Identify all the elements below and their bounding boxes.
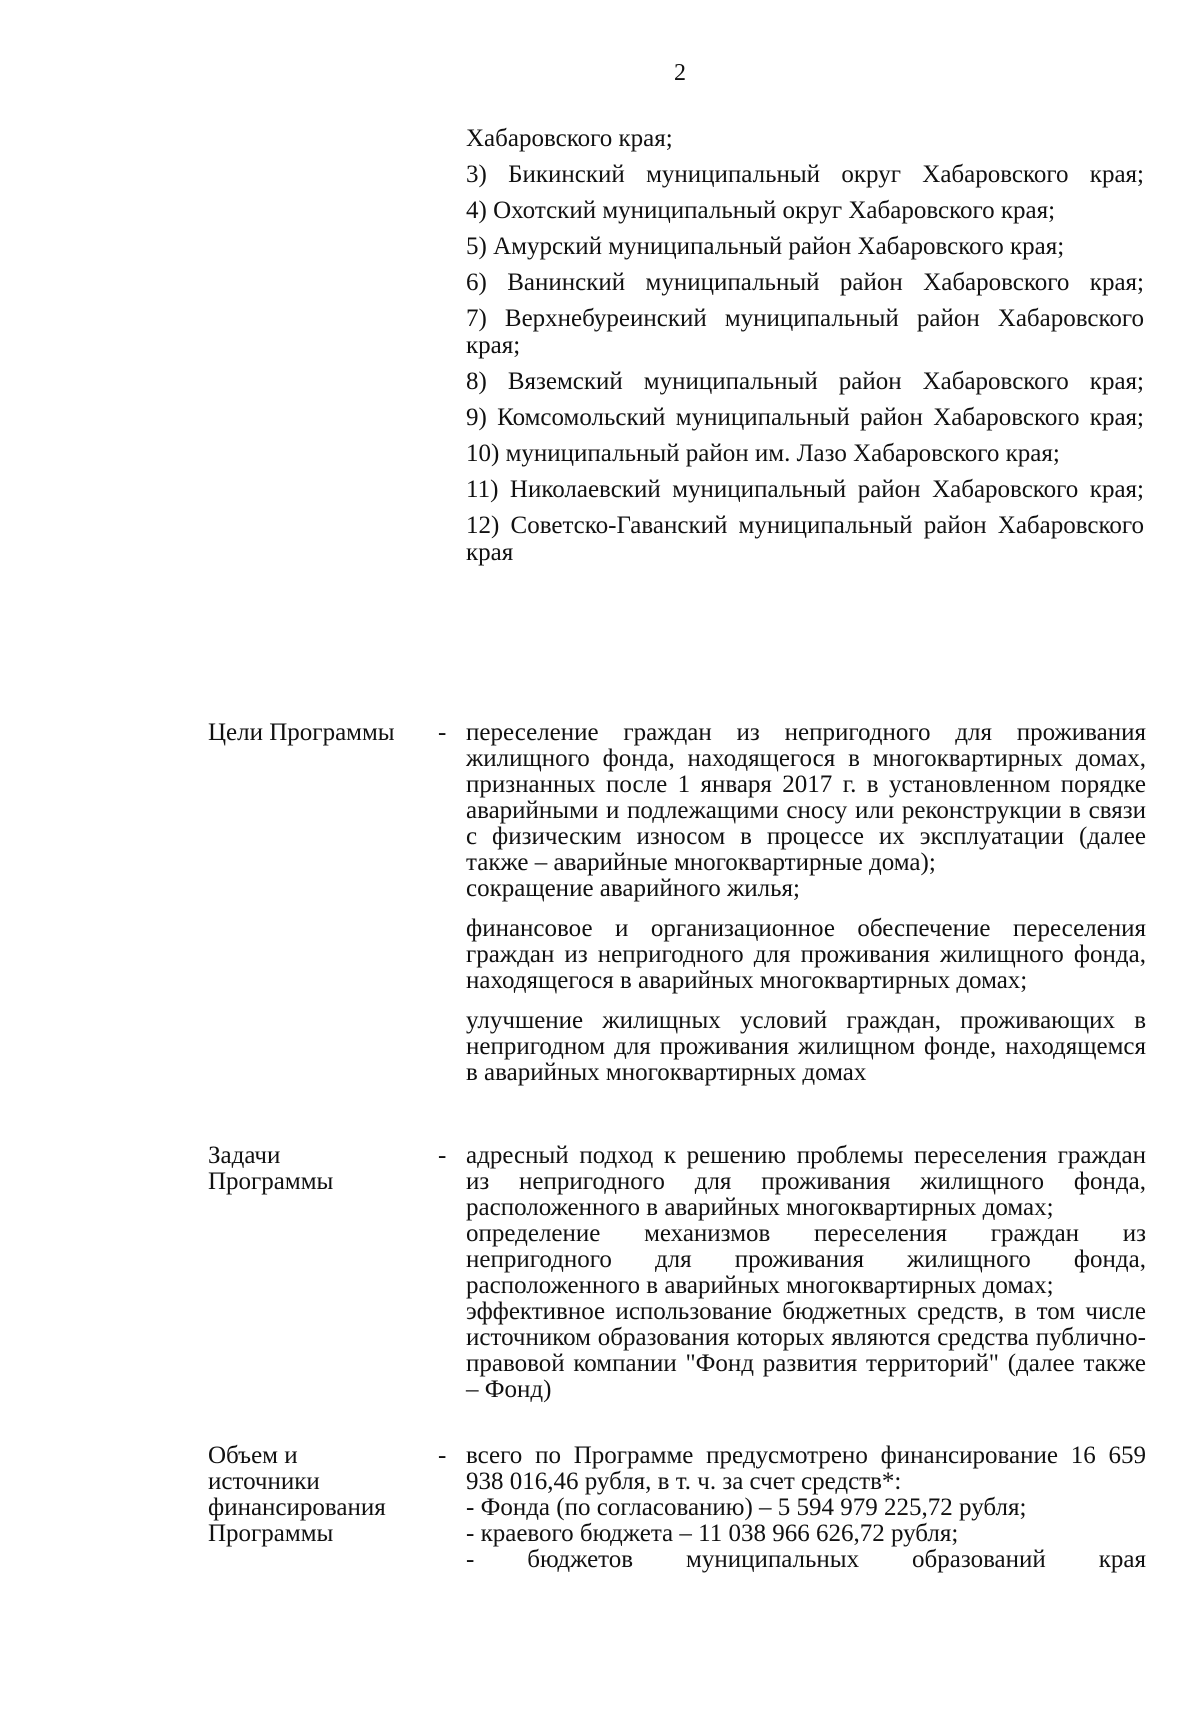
goals-paragraph: переселение граждан из непригодного для проживания жилищного фонда, находящегося в многоквартирных домах, признанных после 1 января 2017 г. в установленном порядке аварийными и подлежащими сносу или реконструкции в связи с физическим износом в процессе их эксплуатации (далее также – аварийные многоквартирные дома); [466,719,1146,876]
funding-dash: - [438,1442,447,1469]
funding-paragraph: всего по Программе предусмотрено финансирование 16 659 938 016,46 рубля, в т. ч. за счет средств*: [466,1442,1146,1495]
tasks-label-line: Программы [208,1168,334,1195]
funding-label-line: Программы [208,1520,334,1547]
list-item: 11) Николаевский муниципальный район Хабаровского края; [466,476,1144,503]
list-item: 8) Вяземский муниципальный район Хабаровского края; [466,368,1144,395]
tasks-paragraph: определение механизмов переселения граждан из непригодного для проживания жилищного фонда, расположенного в аварийных многоквартирных домах; [466,1220,1146,1299]
list-item: 9) Комсомольский муниципальный район Хабаровского края; [466,404,1144,431]
list-item: 3) Бикинский муниципальный округ Хабаровского края; [466,161,1144,188]
funding-content [466,1443,1146,1573]
tasks-label-line: Задачи [208,1142,281,1169]
funding-label-line: финансирования [208,1494,386,1521]
list-item: 6) Ванинский муниципальный район Хабаровского края; [466,269,1144,296]
page-number: 2 [674,60,686,86]
goals-paragraph: улучшение жилищных условий граждан, проживающих в непригодном для проживания жилищном фонде, находящемся в аварийных многоквартирных домах [466,1007,1146,1086]
list-item: 12) Советско-Гаванский муниципальный район Хабаровского края [466,512,1144,566]
list-item: 7) Верхнебуреинский муниципальный район Хабаровского края; [466,305,1144,359]
goals-label: Цели Программы [208,719,395,746]
tasks-paragraph: эффективное использование бюджетных средств, в том числе источником образования которых являются средства публично-правовой компании "Фонд развития территорий" (далее также – Фонд) [466,1298,1146,1403]
funding-paragraph: - Фонда (по согласованию) – 5 594 979 225,72 рубля; [466,1494,1027,1521]
funding-label [208,1443,438,1547]
tasks-paragraph: адресный подход к решению проблемы переселения граждан из непригодного для проживания жилищного фонда, расположенного в аварийных многоквартирных домах; [466,1142,1146,1221]
goals-content [466,720,1146,1086]
list-item: 4) Охотский муниципальный округ Хабаровского края; [466,197,1056,224]
goals-paragraph: финансовое и организационное обеспечение переселения граждан из непригодного для проживания жилищного фонда, находящегося в аварийных многоквартирных домах; [466,915,1146,994]
tasks-label [208,1143,438,1195]
funding-label-line: источники [208,1468,320,1495]
list-item: Хабаровского края; [466,125,673,152]
funding-label-line: Объем и [208,1442,298,1469]
goals-paragraph: сокращение аварийного жилья; [466,875,800,902]
goals-dash: - [438,719,447,746]
list-item: 10) муниципальный район им. Лазо Хабаровского края; [466,440,1060,467]
districts-list [466,125,1144,566]
funding-paragraph: - бюджетов муниципальных образований края [466,1546,1146,1573]
list-item: 5) Амурский муниципальный район Хабаровского края; [466,233,1065,260]
tasks-content [466,1143,1146,1403]
tasks-dash: - [438,1142,447,1169]
funding-paragraph: - краевого бюджета – 11 038 966 626,72 рубля; [466,1520,959,1547]
